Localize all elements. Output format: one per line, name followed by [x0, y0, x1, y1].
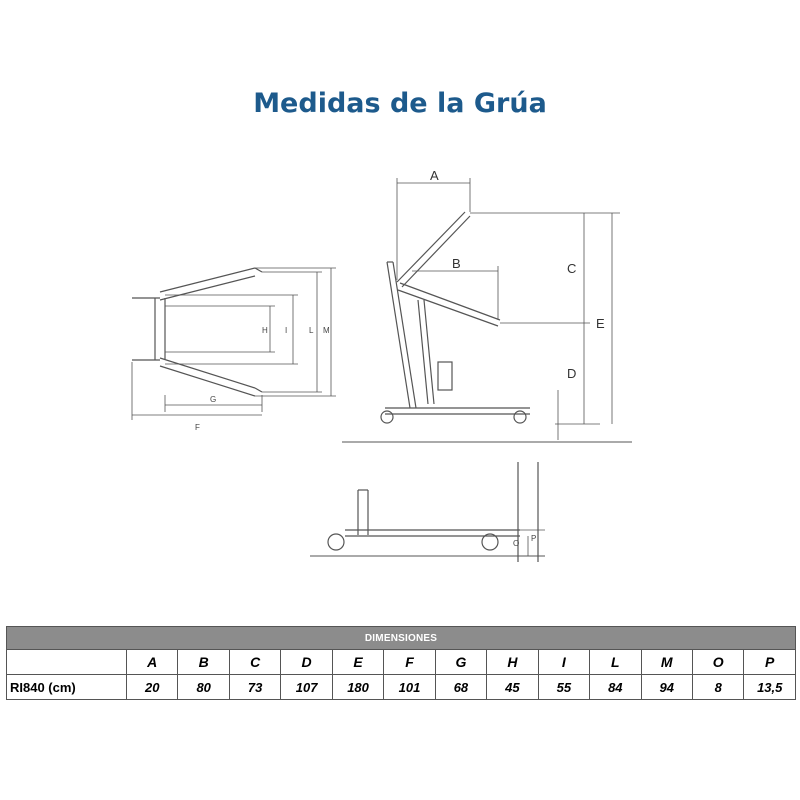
model-cell: RI840 (cm) [7, 675, 127, 700]
column-header: L [590, 650, 641, 675]
value-cell: 80 [178, 675, 229, 700]
empty-cell [7, 650, 127, 675]
value-cell: 107 [281, 675, 332, 700]
value-cell: 101 [384, 675, 435, 700]
value-cell: 84 [590, 675, 641, 700]
dim-label-c: C [567, 261, 577, 276]
detail-view-diagram [310, 462, 545, 562]
value-cell: 73 [229, 675, 280, 700]
value-cell: 20 [127, 675, 178, 700]
dim-label-a: A [430, 168, 439, 183]
dim-label-f: F [195, 423, 200, 432]
value-cell: 180 [332, 675, 383, 700]
column-header: P [744, 650, 796, 675]
column-header: A [127, 650, 178, 675]
column-header: D [281, 650, 332, 675]
column-header: M [641, 650, 692, 675]
dim-label-m: M [323, 326, 330, 335]
dim-label-b: B [452, 256, 461, 271]
dim-label-g: G [210, 395, 217, 404]
value-cell: 8 [692, 675, 743, 700]
dimensions-table [6, 626, 796, 700]
dim-label-l: L [309, 326, 314, 335]
value-cell: 13,5 [744, 675, 796, 700]
dim-label-e: E [596, 316, 605, 331]
column-header: I [538, 650, 589, 675]
column-header: G [435, 650, 486, 675]
column-header: F [384, 650, 435, 675]
top-view-diagram [132, 268, 336, 420]
page-title: Medidas de la Grúa [253, 88, 547, 119]
table-column-headers [7, 650, 796, 675]
value-cell: 45 [487, 675, 538, 700]
column-header: E [332, 650, 383, 675]
column-header: O [692, 650, 743, 675]
dim-label-d: D [567, 366, 577, 381]
column-header: B [178, 650, 229, 675]
column-header: C [229, 650, 280, 675]
value-cell: 94 [641, 675, 692, 700]
dim-label-o: O [513, 539, 520, 548]
table-header: DIMENSIONES [7, 627, 796, 650]
side-view-diagram [342, 178, 632, 442]
value-cell: 55 [538, 675, 589, 700]
dim-label-i: I [285, 326, 288, 335]
dim-label-h: H [262, 326, 268, 335]
value-cell: 68 [435, 675, 486, 700]
table-row [7, 675, 796, 700]
dim-label-p: P [531, 534, 537, 543]
column-header: H [487, 650, 538, 675]
